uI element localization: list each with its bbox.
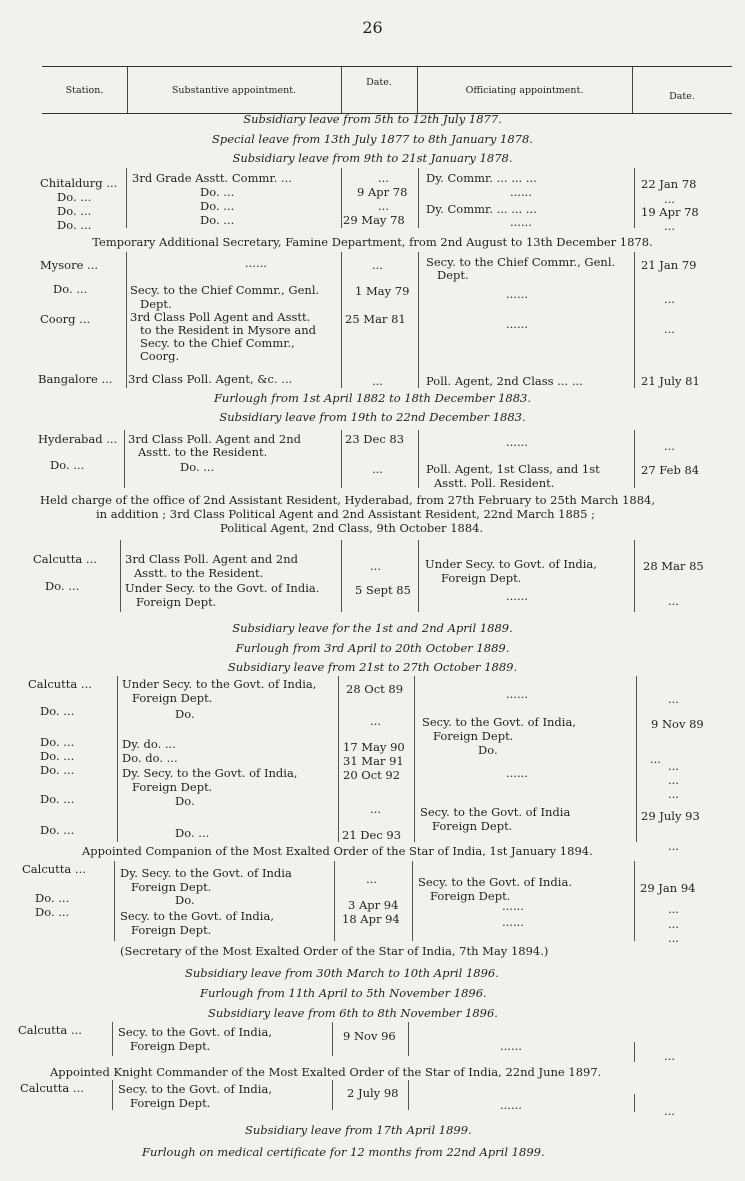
record-text: Do. ... xyxy=(40,704,75,718)
record-text: Do. ... xyxy=(40,735,75,749)
record-text: Do. ... xyxy=(200,199,235,213)
record-text: Bangalore ... xyxy=(38,372,113,386)
record-text: Do. xyxy=(175,707,195,721)
record-text: Hyderabad ... xyxy=(38,432,118,446)
record-text: Foreign Dept. xyxy=(131,923,212,937)
record-text: 28 Oct 89 xyxy=(346,682,404,696)
column-rule xyxy=(634,540,635,612)
record-text: Calcutta ... xyxy=(20,1081,84,1095)
record-text: Dy. Commr. ... ... ... xyxy=(426,171,537,185)
record-text: Mysore ... xyxy=(40,258,99,272)
record-text: ... xyxy=(664,1049,675,1063)
record-text: Do. ... xyxy=(40,823,75,837)
record-text: ...... xyxy=(506,687,528,701)
record-text: ...... xyxy=(245,256,267,270)
record-text: Secy. to the Govt. of India, xyxy=(422,715,576,729)
record-text: Do. ... xyxy=(45,579,80,593)
record-text: Foreign Dept. xyxy=(132,691,213,705)
record-text: Secy. to the Govt. of India xyxy=(420,805,571,819)
header-officiating: Officiating appointment. xyxy=(465,84,584,96)
record-text: ... xyxy=(664,439,675,453)
column-rule xyxy=(408,1080,409,1110)
column-rule xyxy=(634,252,635,388)
record-text: ... xyxy=(664,219,675,233)
record-text: Do. ... xyxy=(57,190,92,204)
record-text: Do. ... xyxy=(40,763,75,777)
record-text: ... xyxy=(372,258,383,272)
record-text: Poll. Agent, 1st Class, and 1st xyxy=(426,462,600,476)
record-text: Subsidiary leave from 17th April 1899. xyxy=(245,1123,472,1137)
column-rule xyxy=(126,168,127,228)
record-text: Do. ... xyxy=(200,185,235,199)
column-rule xyxy=(124,430,125,488)
column-rule xyxy=(412,861,413,941)
table-header xyxy=(42,66,732,114)
column-rule xyxy=(112,1022,113,1056)
record-text: ... xyxy=(664,292,675,306)
column-rule xyxy=(117,676,118,842)
record-text: 1 May 79 xyxy=(355,284,410,298)
record-text: Do. ... xyxy=(53,282,88,296)
record-text: Do. xyxy=(175,893,195,907)
record-text: in addition ; 3rd Class Political Agent and 2nd Assistant Resident, 22nd March 1885 ; xyxy=(96,507,595,521)
header-date-1: Date. xyxy=(366,77,392,88)
record-text: Appointed Knight Commander of the Most Exalted Order of the Star of India, 22nd June 1897. xyxy=(50,1065,602,1079)
column-rule xyxy=(126,252,127,388)
record-text: Calcutta ... xyxy=(22,862,86,876)
record-text: 29 Jan 94 xyxy=(640,881,696,895)
record-text: Foreign Dept. xyxy=(136,595,217,609)
record-text: ...... xyxy=(506,766,528,780)
record-text: 2 July 98 xyxy=(347,1086,399,1100)
column-rule xyxy=(341,430,342,488)
record-text: 31 Mar 91 xyxy=(343,754,404,768)
record-text: Chitaldurg ... xyxy=(40,176,118,190)
record-text: ... xyxy=(370,714,381,728)
record-text: Under Secy. to the Govt. of India, xyxy=(122,677,317,691)
record-text: Dy. do. ... xyxy=(122,737,176,751)
record-text: Do. xyxy=(478,743,498,757)
record-text: 22 Jan 78 xyxy=(641,177,697,191)
record-heading-line: Subsidiary leave for the 1st and 2nd April 1889. xyxy=(232,621,513,635)
page-number: 26 xyxy=(362,18,383,37)
record-heading-line: Furlough from 1st April 1882 to 18th December 1883. xyxy=(213,391,532,405)
record-text: 27 Feb 84 xyxy=(641,463,700,477)
record-text: Under Secy. to the Govt. of India. xyxy=(125,581,320,595)
record-text: Do. ... xyxy=(200,213,235,227)
column-rule xyxy=(120,540,121,612)
record-text: Secy. to the Govt. of India, xyxy=(118,1082,272,1096)
record-text: Calcutta ... xyxy=(28,677,92,691)
record-text: Furlough from 11th April to 5th November 1896. xyxy=(200,986,487,1000)
header-date-2: Date. xyxy=(669,90,695,102)
record-text: Do. ... xyxy=(40,792,75,806)
record-text: Secy. to the Chief Commr., Genl. xyxy=(130,283,320,297)
record-text: Do. ... xyxy=(57,218,92,232)
record-text: ... xyxy=(668,759,679,773)
record-text: ... xyxy=(668,839,679,853)
record-text: Dept. xyxy=(437,268,469,282)
record-text: Subsidiary leave from 6th to 8th November 1896. xyxy=(208,1006,498,1020)
record-text: Coorg. xyxy=(140,349,180,363)
record-heading-line: Subsidiary leave from 21st to 27th October 1889. xyxy=(227,660,518,674)
record-text: 9 Nov 89 xyxy=(651,717,704,731)
column-rule xyxy=(332,1022,333,1056)
record-text: ... xyxy=(370,802,381,816)
record-text: Dy. Secy. to the Govt. of India xyxy=(120,866,292,880)
record-text: Foreign Dept. xyxy=(441,571,522,585)
column-rule xyxy=(332,1080,333,1110)
column-rule xyxy=(634,168,635,228)
record-text: ... xyxy=(664,322,675,336)
record-heading-line: Subsidiary leave from 5th to 12th July 1877. xyxy=(243,112,502,126)
record-text: Calcutta ... xyxy=(18,1023,82,1037)
record-text: Do. ... xyxy=(40,749,75,763)
record-text: 21 July 81 xyxy=(641,374,700,388)
record-text: 21 Dec 93 xyxy=(342,828,402,842)
record-text: ... xyxy=(378,171,389,185)
record-text: ... xyxy=(664,1104,675,1118)
column-rule xyxy=(341,540,342,612)
record-text: 18 Apr 94 xyxy=(342,912,400,926)
record-text: ...... xyxy=(506,435,528,449)
record-text: Dy. Commr. ... ... ... xyxy=(426,202,537,216)
record-text: Political Agent, 2nd Class, 9th October 1884. xyxy=(220,521,484,535)
record-text: Do. ... xyxy=(57,204,92,218)
record-heading-line: Special leave from 13th July 1877 to 8th January 1878. xyxy=(212,132,533,146)
record-text: Foreign Dept. xyxy=(433,729,514,743)
record-text: ... xyxy=(668,917,679,931)
record-text: ... xyxy=(668,594,679,608)
record-text: Foreign Dept. xyxy=(130,1039,211,1053)
column-rule xyxy=(408,1022,409,1056)
record-text: ... xyxy=(372,462,383,476)
record-text: Foreign Dept. xyxy=(432,819,513,833)
column-rule xyxy=(338,676,339,842)
record-text: Foreign Dept. xyxy=(132,780,213,794)
column-rule xyxy=(334,861,335,941)
record-text: Secy. to the Govt. of India, xyxy=(120,909,274,923)
record-text: Dy. Secy. to the Govt. of India, xyxy=(122,766,298,780)
record-text: ... xyxy=(668,902,679,916)
record-text: Do. ... xyxy=(35,905,70,919)
record-text: Do. ... xyxy=(50,458,85,472)
record-text: 5 Sept 85 xyxy=(355,583,411,597)
record-text: 21 Jan 79 xyxy=(641,258,697,272)
record-text: Do. do. ... xyxy=(122,751,178,765)
column-rule xyxy=(634,1042,635,1062)
column-rule xyxy=(634,430,635,488)
record-text: 23 Dec 83 xyxy=(345,432,405,446)
record-text: ...... xyxy=(500,1039,522,1053)
record-text: 3rd Class Poll. Agent and 2nd xyxy=(125,552,299,566)
record-text: 28 Mar 85 xyxy=(643,559,704,573)
column-rule xyxy=(418,540,419,612)
column-rule xyxy=(341,252,342,388)
record-text: Secy. to the Chief Commr., Genl. xyxy=(426,255,616,269)
record-text: ...... xyxy=(506,589,528,603)
column-rule xyxy=(114,861,115,941)
record-text: 17 May 90 xyxy=(343,740,405,754)
record-text: 3rd Class Poll. Agent and 2nd xyxy=(128,432,302,446)
record-text: ...... xyxy=(500,1098,522,1112)
record-text: 3rd Class Poll Agent and Asstt. xyxy=(130,310,311,324)
record-text: ... xyxy=(366,872,377,886)
record-text: ... xyxy=(378,199,389,213)
record-text: 25 Mar 81 xyxy=(345,312,406,326)
record-text: ... xyxy=(372,374,383,388)
record-text: (Secretary of the Most Exalted Order of the Star of India, 7th May 1894.) xyxy=(120,944,549,958)
column-rule xyxy=(418,430,419,488)
record-text: ...... xyxy=(502,899,524,913)
record-text: ...... xyxy=(502,915,524,929)
record-text: Do. ... xyxy=(35,891,70,905)
record-text: ... xyxy=(668,692,679,706)
record-text: ... xyxy=(370,559,381,573)
record-text: ... xyxy=(664,192,675,206)
record-text: 3rd Class Poll. Agent, &c. ... xyxy=(128,372,293,386)
record-text: Asstt. Poll. Resident. xyxy=(434,476,555,490)
record-text: Poll. Agent, 2nd Class ... ... xyxy=(426,374,583,388)
column-rule xyxy=(636,676,637,842)
record-text: ...... xyxy=(510,185,532,199)
record-text: ...... xyxy=(510,215,532,229)
column-rule xyxy=(414,676,415,842)
column-rule xyxy=(418,252,419,388)
column-rule xyxy=(341,168,342,228)
record-text: ... xyxy=(668,787,679,801)
record-text: 19 Apr 78 xyxy=(641,205,699,219)
record-text: Dept. xyxy=(140,297,172,311)
header-station: Station. xyxy=(65,84,104,96)
record-text: 9 Nov 96 xyxy=(343,1029,396,1043)
record-heading-line: Furlough from 3rd April to 20th October 1889. xyxy=(235,641,510,655)
record-text: Do. ... xyxy=(175,826,210,840)
record-text: 29 May 78 xyxy=(343,213,405,227)
record-text: Asstt. to the Resident. xyxy=(138,445,268,459)
record-text: Asstt. to the Resident. xyxy=(134,566,264,580)
column-rule xyxy=(418,168,419,228)
record-text: Foreign Dept. xyxy=(131,880,212,894)
column-rule xyxy=(634,861,635,941)
record-text: Secy. to the Govt. of India, xyxy=(118,1025,272,1039)
record-text: 3 Apr 94 xyxy=(348,898,399,912)
record-text: ...... xyxy=(506,287,528,301)
record-heading-line: Temporary Additional Secretary, Famine Department, from 2nd August to 13th December 1878. xyxy=(92,235,653,249)
record-text: Do. xyxy=(175,794,195,808)
record-text: 9 Apr 78 xyxy=(357,185,408,199)
record-text: Foreign Dept. xyxy=(430,889,511,903)
record-text: Subsidiary leave from 30th March to 10th April 1896. xyxy=(185,966,499,980)
record-text: ...... xyxy=(506,317,528,331)
record-text: ... xyxy=(668,931,679,945)
record-text: ... xyxy=(668,773,679,787)
record-text: Coorg ... xyxy=(40,312,91,326)
record-heading-line: Subsidiary leave from 9th to 21st January 1878. xyxy=(232,151,513,165)
record-text: Under Secy. to Govt. of India, xyxy=(425,557,597,571)
record-text: Appointed Companion of the Most Exalted Order of the Star of India, 1st January 1894. xyxy=(82,844,593,858)
record-text: ... xyxy=(650,752,661,766)
record-text: 29 July 93 xyxy=(641,809,700,823)
record-text: 3rd Grade Asstt. Commr. ... xyxy=(132,171,292,185)
record-text: Furlough on medical certificate for 12 months from 22nd April 1899. xyxy=(142,1145,545,1159)
record-text: Foreign Dept. xyxy=(130,1096,211,1110)
record-text: Secy. to the Govt. of India. xyxy=(418,875,572,889)
record-text: Do. ... xyxy=(180,460,215,474)
column-rule xyxy=(112,1080,113,1110)
column-rule xyxy=(634,1094,635,1112)
record-text: Secy. to the Chief Commr., xyxy=(140,336,295,350)
record-text: 20 Oct 92 xyxy=(343,768,401,782)
record-text: Calcutta ... xyxy=(33,552,97,566)
header-substantive: Substantive appointment. xyxy=(171,84,297,96)
record-text: Held charge of the office of 2nd Assistant Resident, Hyderabad, from 27th February to 25th March 1884, xyxy=(40,493,656,507)
record-text: to the Resident in Mysore and xyxy=(140,323,317,337)
record-heading-line: Subsidiary leave from 19th to 22nd December 1883. xyxy=(219,410,526,424)
